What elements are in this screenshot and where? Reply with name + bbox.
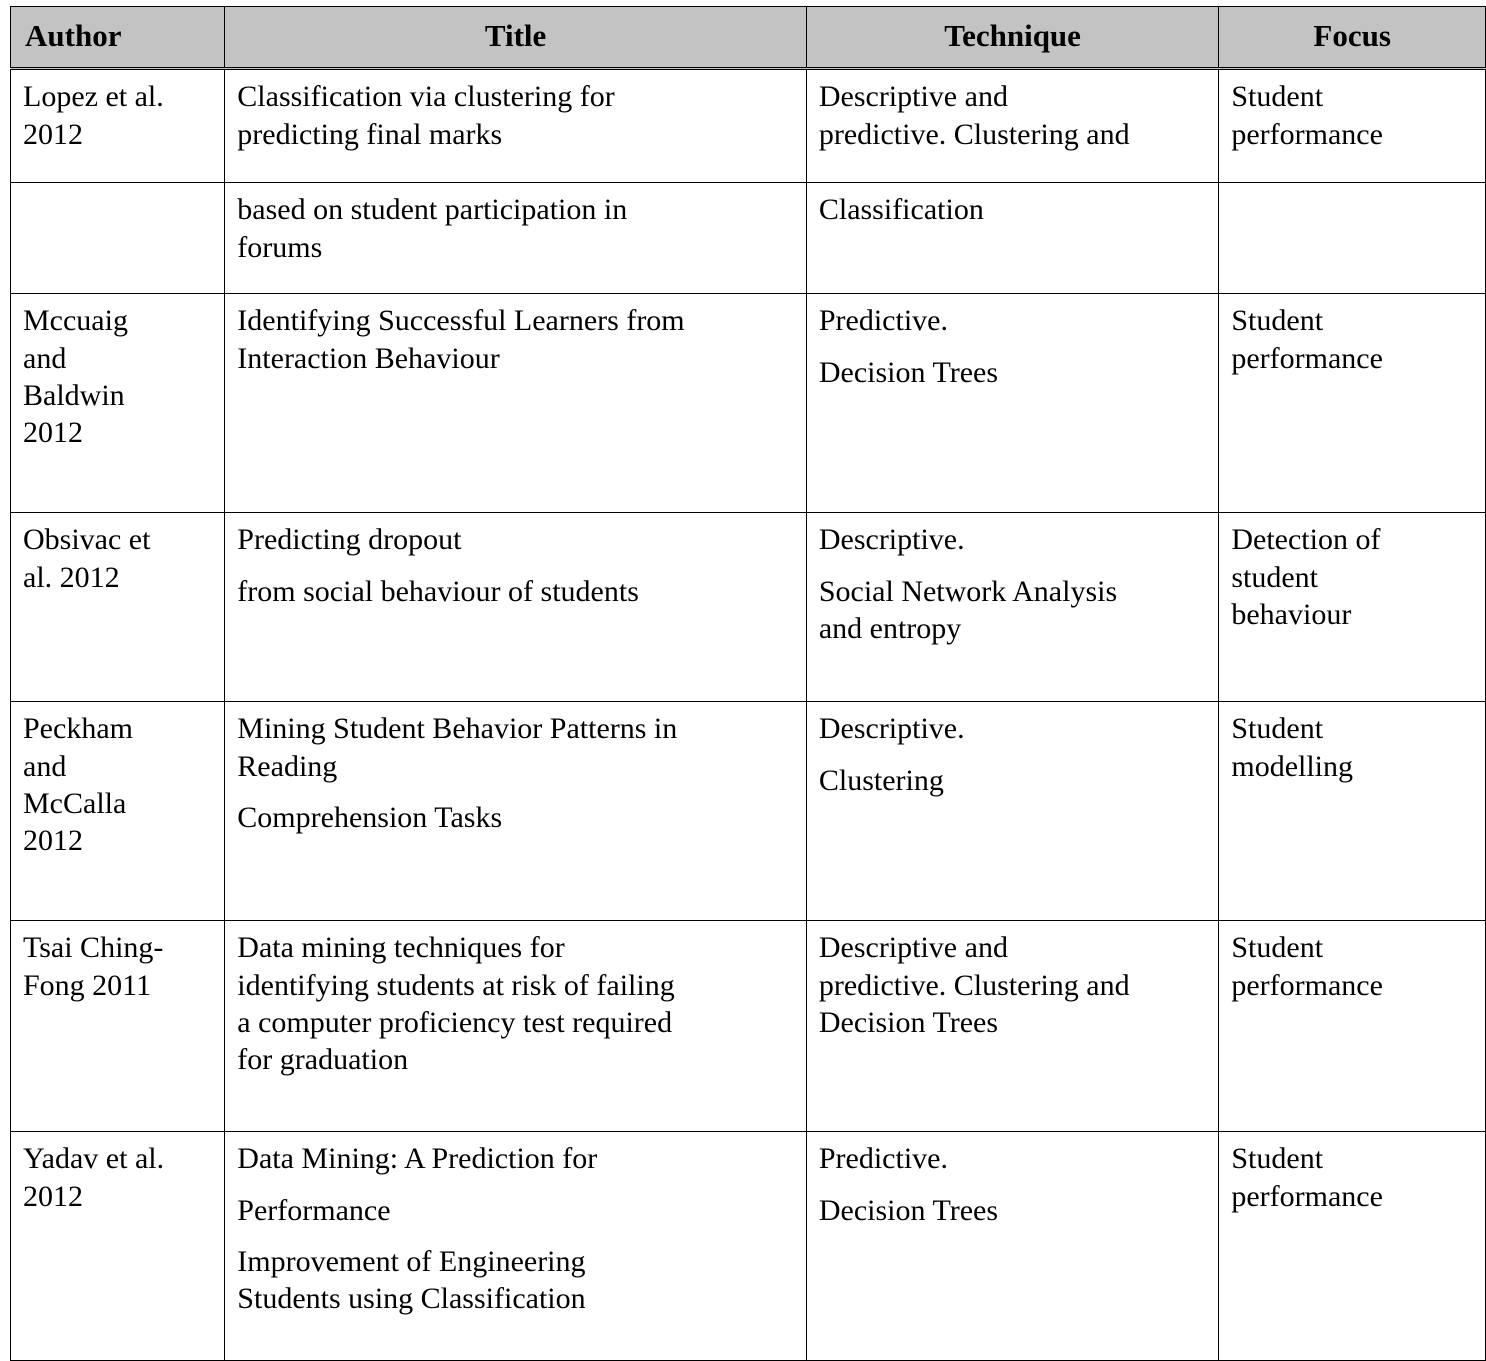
cell-title: Classification via clustering for predicting final marks xyxy=(225,69,807,183)
cell-author xyxy=(11,183,225,294)
table-row xyxy=(11,702,1486,921)
table-row xyxy=(11,921,1486,1132)
cell-technique: Descriptive and predictive. Clustering and xyxy=(806,69,1219,183)
cell-technique: Descriptive and predictive. Clustering and Decision Trees xyxy=(806,921,1219,1132)
cell-technique: Predictive. Decision Trees xyxy=(806,294,1219,513)
column-header-author: Author xyxy=(11,7,225,69)
cell-title: Data Mining: A Prediction for Performance Improvement of Engineering Students using Classification xyxy=(225,1132,807,1361)
table-row xyxy=(11,1132,1486,1361)
cell-focus: Student performance xyxy=(1219,69,1486,183)
table-row xyxy=(11,69,1486,183)
cell-title: Mining Student Behavior Patterns in Reading Comprehension Tasks xyxy=(225,702,807,921)
cell-focus: Student modelling xyxy=(1219,702,1486,921)
document-page xyxy=(0,6,1486,1360)
cell-author: Lopez et al. 2012 xyxy=(11,69,225,183)
cell-title: Data mining techniques for identifying students at risk of failing a computer proficiency test required for graduation xyxy=(225,921,807,1132)
table-row xyxy=(11,294,1486,513)
cell-technique: Descriptive. Social Network Analysis and entropy xyxy=(806,513,1219,702)
table-header-row xyxy=(11,7,1486,69)
cell-focus xyxy=(1219,183,1486,294)
cell-technique: Descriptive. Clustering xyxy=(806,702,1219,921)
cell-author: Yadav et al. 2012 xyxy=(11,1132,225,1361)
cell-technique: Classification xyxy=(806,183,1219,294)
cell-title: Predicting dropout from social behaviour of students xyxy=(225,513,807,702)
column-header-technique: Technique xyxy=(806,7,1219,69)
cell-focus: Student performance xyxy=(1219,294,1486,513)
table-row xyxy=(11,513,1486,702)
table-row xyxy=(11,183,1486,294)
table-body xyxy=(11,69,1486,1361)
cell-technique: Predictive. Decision Trees xyxy=(806,1132,1219,1361)
cell-author: Obsivac et al. 2012 xyxy=(11,513,225,702)
table-header xyxy=(11,7,1486,69)
cell-focus: Detection of student behaviour xyxy=(1219,513,1486,702)
cell-author: Tsai Ching- Fong 2011 xyxy=(11,921,225,1132)
column-header-title: Title xyxy=(225,7,807,69)
cell-focus: Student performance xyxy=(1219,1132,1486,1361)
column-header-focus: Focus xyxy=(1219,7,1486,69)
cell-title: Identifying Successful Learners from Interaction Behaviour xyxy=(225,294,807,513)
cell-focus: Student performance xyxy=(1219,921,1486,1132)
cell-author: Mccuaig and Baldwin 2012 xyxy=(11,294,225,513)
cell-title: based on student participation in forums xyxy=(225,183,807,294)
literature-review-table xyxy=(10,6,1486,1361)
cell-author: Peckham and McCalla 2012 xyxy=(11,702,225,921)
